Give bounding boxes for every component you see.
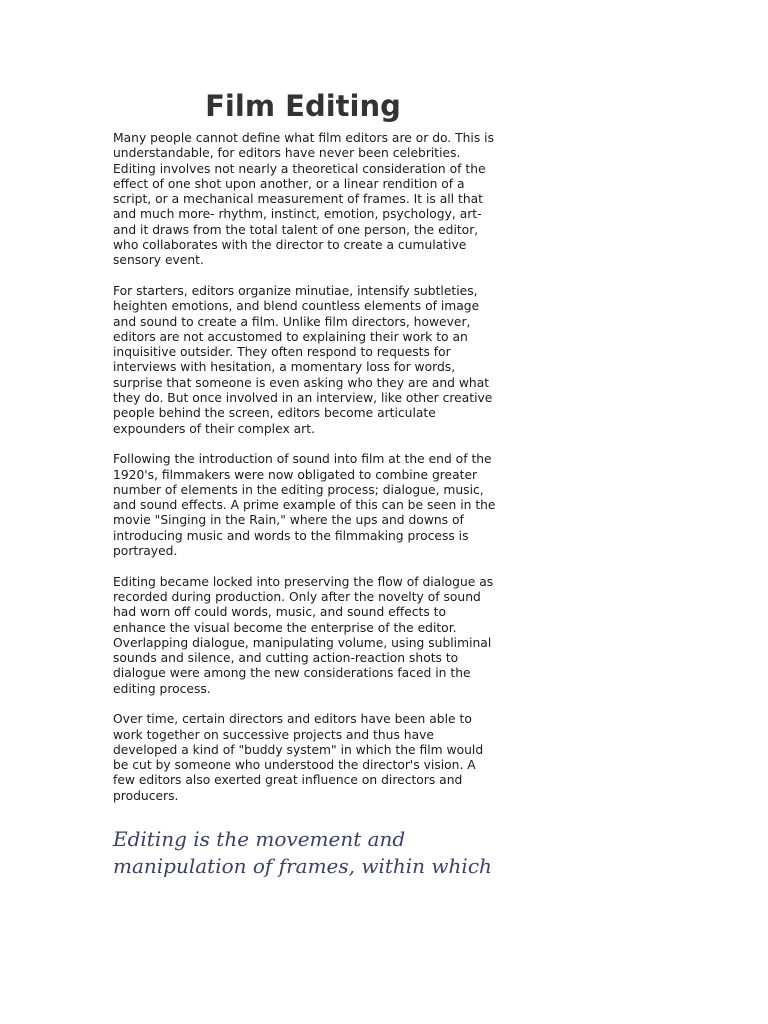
- paragraph-1: Many people cannot define what film editors are or do. This is understandable, for editors have never been celebrities. Editing involves not nearly a theoretical consideration of the effect of one shot upon another, or a linear rendition of a script, or a mechanical measurement of frames. It is all that and much more- rhythm, instinct, emotion, psychology, art- and it draws from the total talent of one person, the editor, who collaborates with the director to create a cumulative sensory event.: [113, 131, 494, 268]
- paragraph-3: Following the introduction of sound into film at the end of the 1920's, filmmakers were now obligated to combine greater number of elements in the editing process; dialogue, music, and sound effects. A prime example of this can be seen in the movie "Singing in the Rain," where the ups and downs of introducing music and words to the filmmaking process is portrayed.: [113, 452, 496, 559]
- page-title: Film Editing: [205, 89, 401, 123]
- pull-quote: Editing is the movement and manipulation of frames, within which: [113, 827, 492, 878]
- article-body: [113, 131, 497, 819]
- paragraph-4: Editing became locked into preserving the flow of dialogue as recorded during production. Only after the novelty of sound had worn off could words, music, and sound effects to enhance the visual become the enterprise of the editor. Overlapping dialogue, manipulating volume, using subliminal sounds and silence, and cutting action-reaction shots to dialogue were among the new considerations faced in the editing process.: [113, 574, 494, 696]
- paragraph-2: For starters, editors organize minutiae, intensify subtleties, heighten emotions, and blend countless elements of image and sound to create a film. Unlike film directors, however, editors are not accustomed to explaining their work to an inquisitive outsider. They often respond to requests for interviews with hesitation, a momentary loss for words, surprise that someone is even asking who they are and what they do. But once involved in an interview, like other creative people behind the screen, editors become articulate expounders of their complex art.: [113, 283, 493, 436]
- paragraph-5: Over time, certain directors and editors have been able to work together on successive projects and thus have developed a kind of "buddy system" in which the film would be cut by someone who understood the director's vision. A few editors also exerted great influence on directors and producers.: [113, 712, 484, 803]
